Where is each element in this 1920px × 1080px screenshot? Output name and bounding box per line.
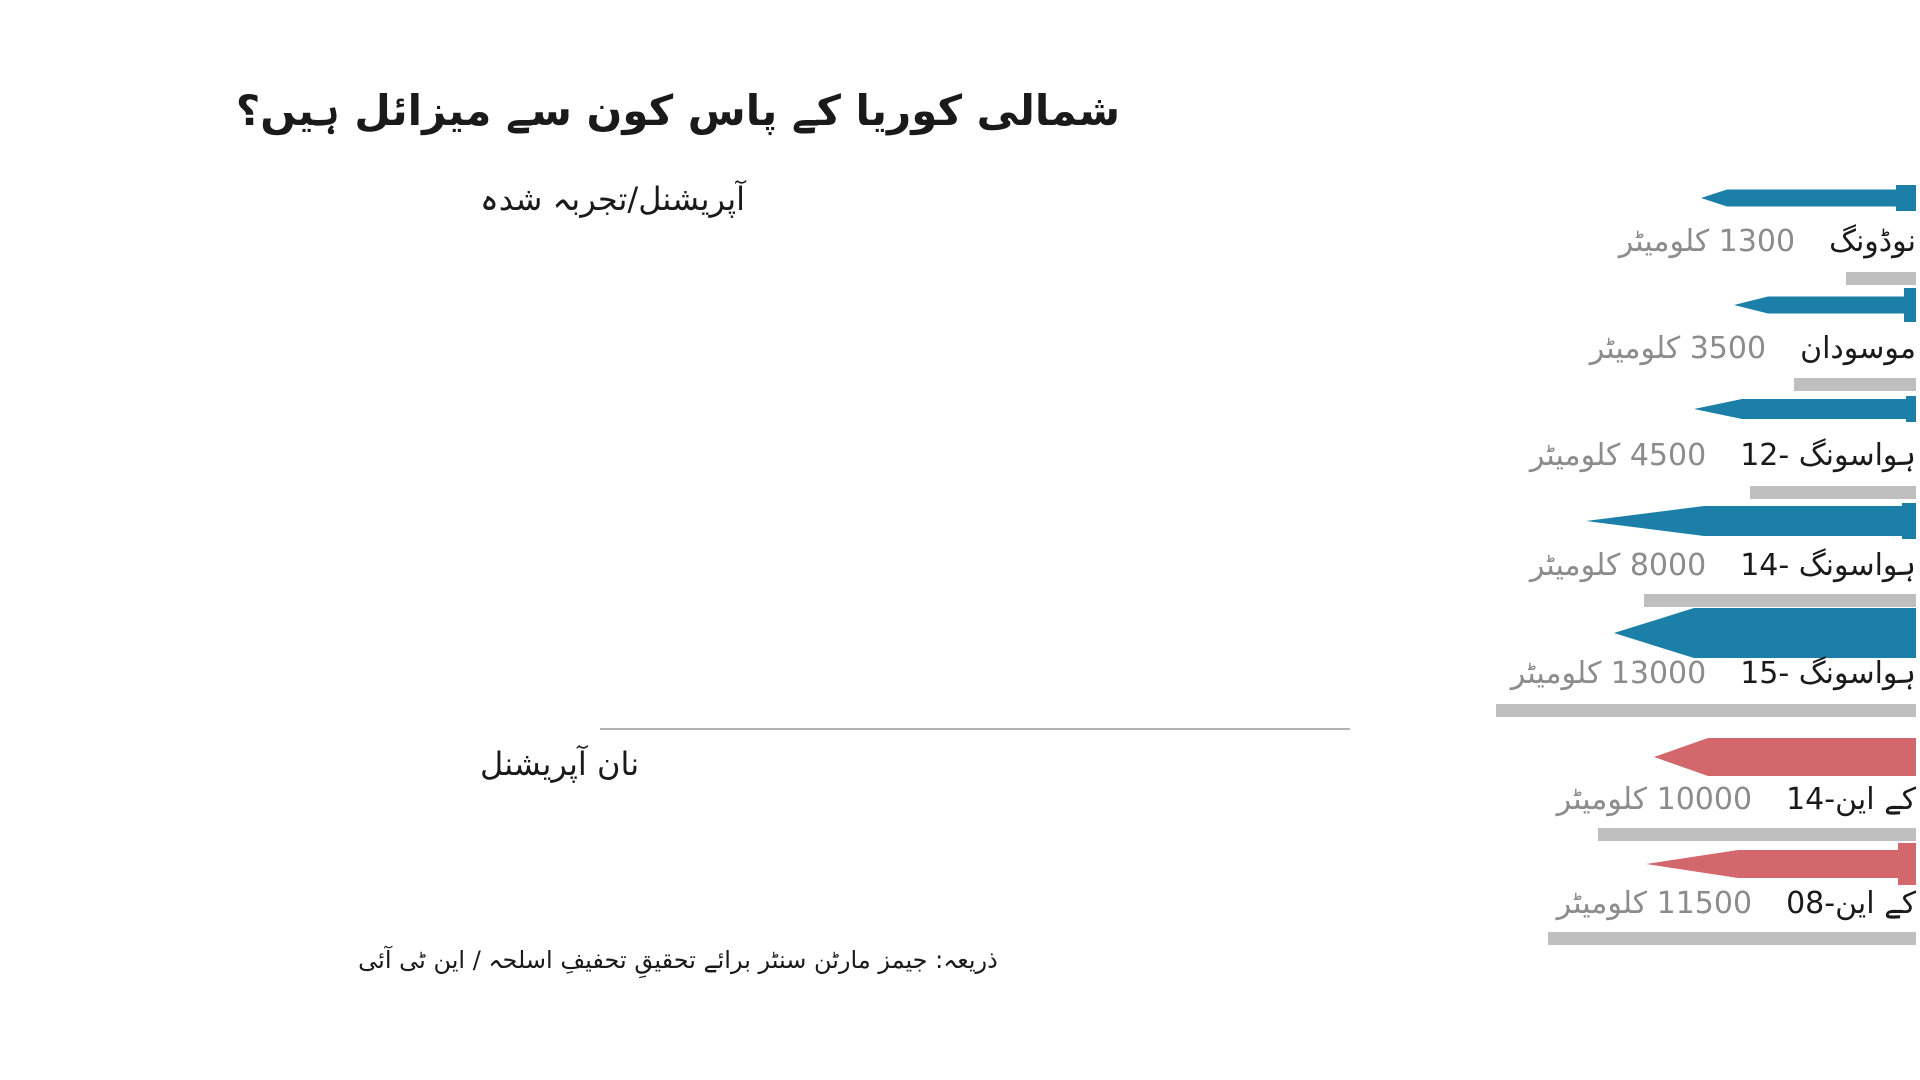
missile-range: 10000 کلومیٹر — [1556, 782, 1753, 817]
missile-range: 8000 کلومیٹر — [1529, 548, 1707, 583]
range-bar — [1794, 378, 1916, 391]
section-label-nonoperational: نان آپریشنل — [480, 745, 640, 783]
range-bar — [1644, 594, 1916, 607]
missile-silhouette — [1614, 608, 1916, 658]
missile-label-row — [1511, 656, 1916, 691]
missile-silhouette — [1586, 503, 1916, 539]
missile-silhouette — [1654, 738, 1916, 776]
missile-silhouette — [1646, 843, 1916, 885]
missile-silhouette — [1734, 288, 1916, 322]
missile-range: 13000 کلومیٹر — [1510, 656, 1707, 691]
section-divider — [600, 728, 1350, 730]
missile-label-row — [1619, 224, 1916, 259]
missile-silhouette — [1694, 396, 1916, 422]
missile-label-row — [1590, 331, 1916, 366]
range-bar — [1598, 828, 1916, 841]
missile-name: ہواسونگ -12 — [1740, 438, 1916, 473]
missile-label-row — [1530, 548, 1916, 583]
section-label-operational: آپریشنل/تجربہ شدہ — [480, 180, 745, 218]
range-bar — [1750, 486, 1916, 499]
missile-label-row — [1557, 886, 1916, 921]
range-bar — [1548, 932, 1916, 945]
missile-label-row — [1557, 782, 1916, 817]
range-bar — [1846, 272, 1916, 285]
missile-name: موسودان — [1800, 331, 1916, 366]
missile-name: کے این-14 — [1786, 782, 1916, 817]
source-note: ذریعہ: جیمز مارٹن سنٹر برائے تحقیقِ تحفیفِ اسلحہ / این ٹی آئی — [358, 946, 998, 974]
missile-range: 3500 کلومیٹر — [1589, 331, 1767, 366]
page-title: شمالی کوریا کے پاس کون سے میزائل ہیں؟ — [235, 86, 1121, 135]
missile-range: 11500 کلومیٹر — [1556, 886, 1753, 921]
range-bar — [1496, 704, 1916, 717]
missile-label-row — [1530, 438, 1916, 473]
missile-range: 1300 کلومیٹر — [1618, 224, 1796, 259]
missile-silhouette — [1701, 185, 1916, 211]
missile-range: 4500 کلومیٹر — [1529, 438, 1707, 473]
missile-name: ہواسونگ -14 — [1740, 548, 1916, 583]
missile-name: نوڈونگ — [1829, 224, 1916, 259]
missile-name: کے این-08 — [1786, 886, 1916, 921]
missile-name: ہواسونگ -15 — [1740, 656, 1916, 691]
